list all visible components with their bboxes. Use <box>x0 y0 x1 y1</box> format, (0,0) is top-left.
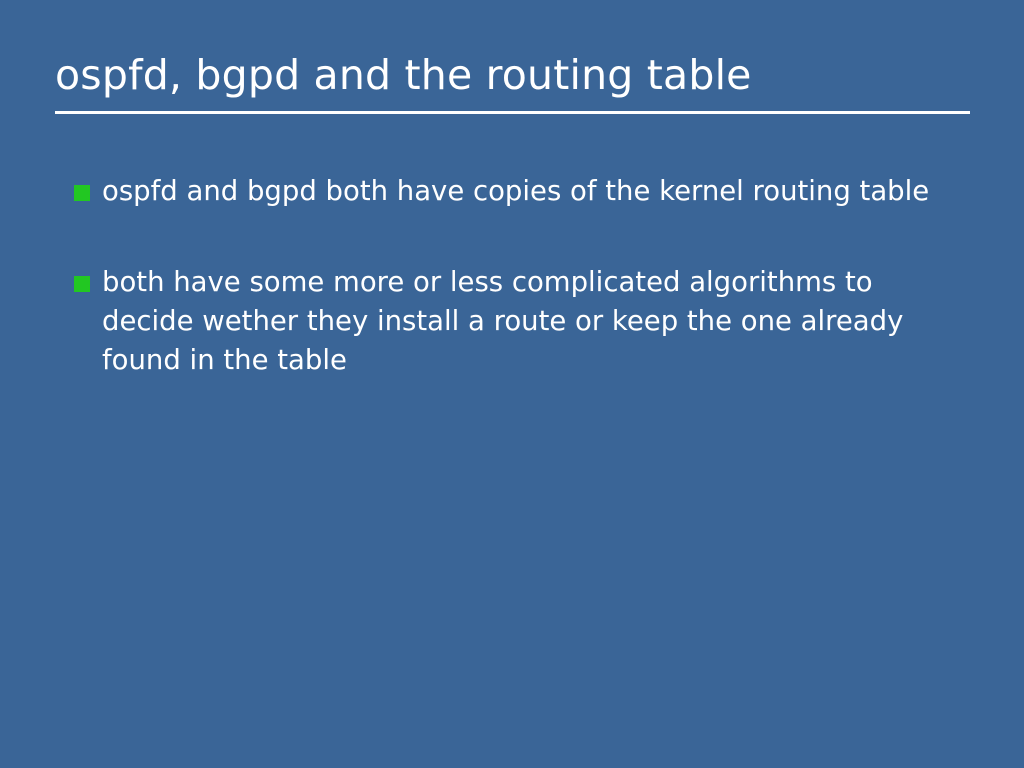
list-item <box>74 172 954 211</box>
square-bullet-icon <box>74 276 90 292</box>
page-title: ospfd, bgpd and the routing table <box>55 51 752 99</box>
list-item-text: ospfd and bgpd both have copies of the kernel routing table <box>102 175 930 207</box>
list-item <box>74 263 954 380</box>
title-underline-divider <box>55 111 970 114</box>
title-block <box>55 52 970 114</box>
list-item-text: both have some more or less complicated algorithms to decide wether they install a route or keep the one already found in the table <box>102 266 904 377</box>
bullet-list <box>74 172 954 380</box>
square-bullet-icon <box>74 185 90 201</box>
